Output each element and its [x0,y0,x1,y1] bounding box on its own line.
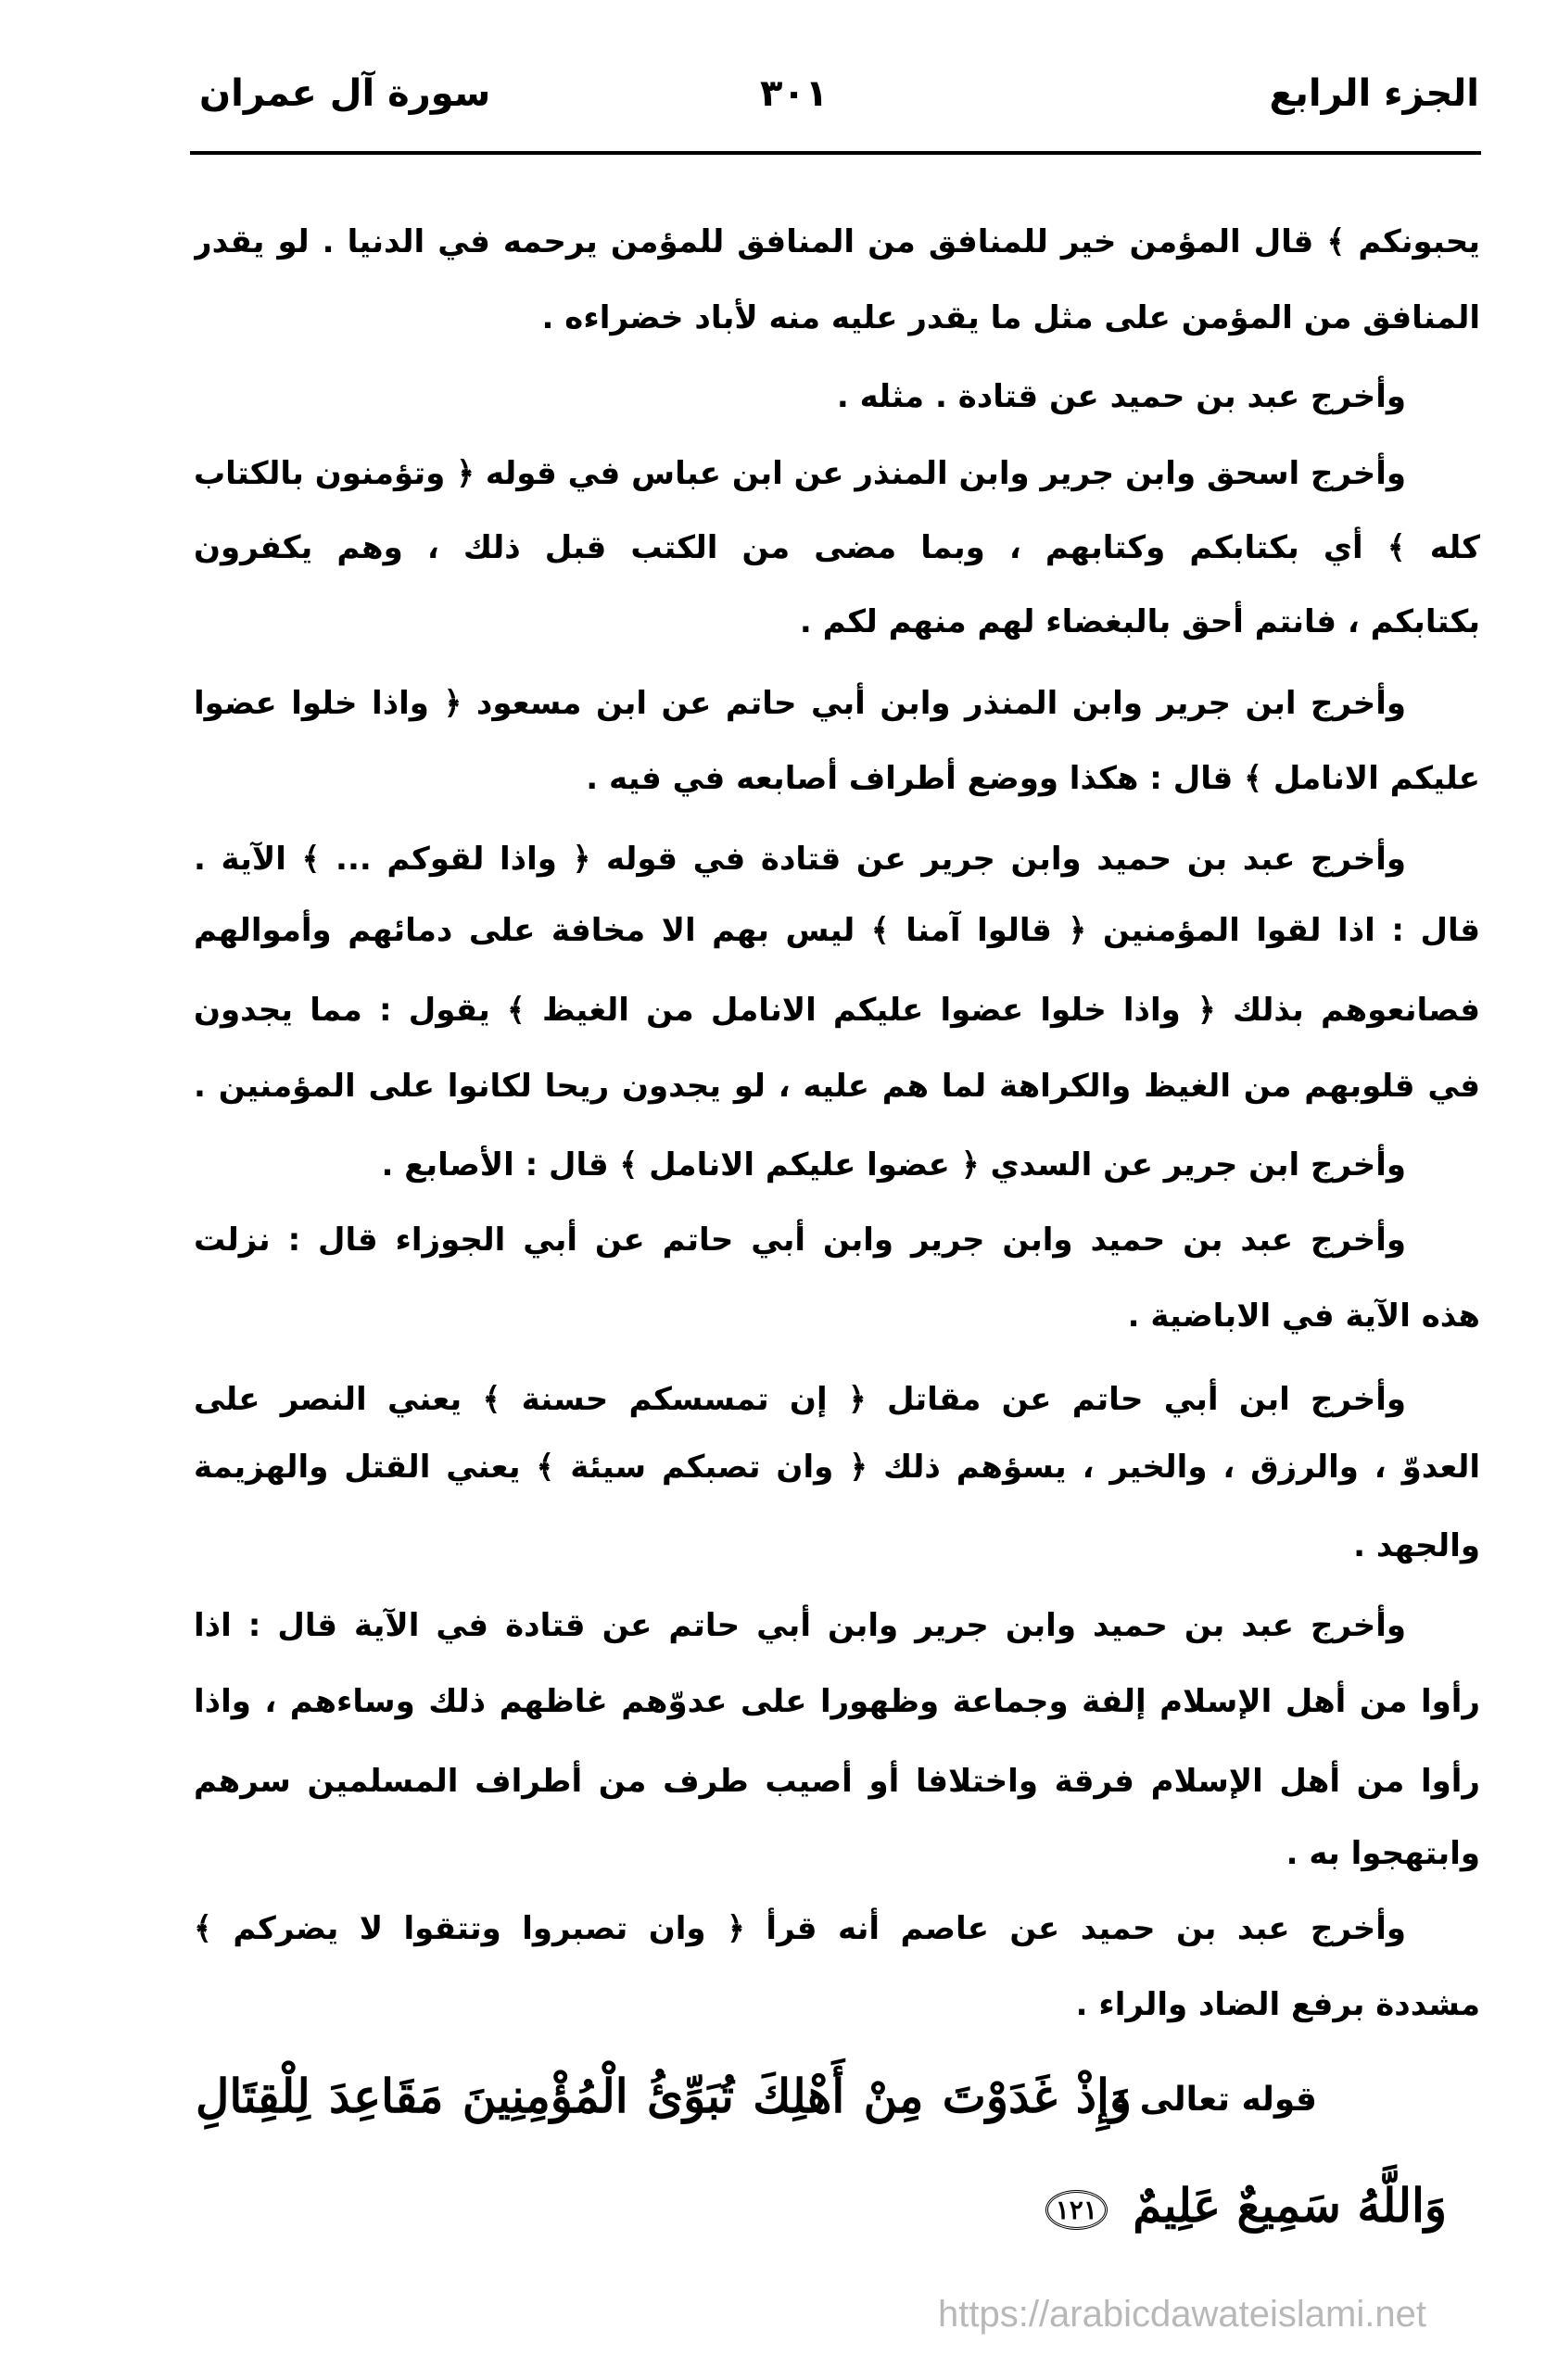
text-line: رأوا من أهل الإسلام فرقة واختلافا أو أصيب طرف من أطراف المسلمين سرهم [194,1763,1480,1800]
part-title: الجزء الرابع [1269,72,1479,115]
text-line: وأخرج عبد بن حميد وابن جرير وابن أبي حاتم عن أبي الجوزاء قال : نزلت [194,1222,1406,1259]
text-line: وأخرج ابن جرير عن السدي ﴿ عضوا عليكم الانامل ﴾ قال : الأصابع . [381,1146,1406,1184]
text-line: وأخرج عبد بن حميد عن قتادة . مثله . [836,378,1406,415]
text-line: وأخرج عبد بن حميد وابن جرير عن قتادة في قوله ﴿ واذا لقوكم ... ﴾ الآية . [194,841,1406,878]
watermark: https://arabicdawateislami.net [938,2294,1426,2335]
text-line: قال : اذا لقوا المؤمنين ﴿ قالوا آمنا ﴾ ليس بهم الا مخافة على دمائهم وأموالهم [194,912,1480,949]
page-number: ٣٠١ [760,72,829,115]
quran-verse-text: وَاللَّهُ سَمِيعٌ عَلِيمٌ [1133,2178,1447,2233]
text-line: بكتابكم ، فانتم أحق بالبغضاء لهم منهم لكم . [799,603,1480,640]
text-line: كله ﴾ أي بكتابكم وكتابهم ، وبما مضى من الكتب قبل ذلك ، وهم يكفرون [194,529,1480,566]
text-line: والجهد . [1353,1527,1480,1564]
text-line: وأخرج ابن جرير وابن المنذر وابن أبي حاتم عن ابن مسعود ﴿ واذا خلوا عضوا [194,685,1406,722]
text-line: العدوّ ، والرزق ، والخير ، يسؤهم ذلك ﴿ وان تصبكم سيئة ﴾ يعني القتل والهزيمة [194,1449,1480,1486]
verse-intro: قوله تعالى : [1114,2081,1317,2119]
text-line: عليكم الانامل ﴾ قال : هكذا ووضع أطراف أصابعه في فيه . [586,760,1480,797]
surah-title: سورة آل عمران [199,72,491,115]
text-line: فصانعوهم بذلك ﴿ واذا خلوا عضوا عليكم الانامل من الغيظ ﴾ يقول : مما يجدون [194,992,1480,1029]
quran-verse-line-2 [1045,2178,1447,2233]
text-line: المنافق من المؤمن على مثل ما يقدر عليه منه لأباد خضراءه . [541,299,1480,336]
text-line: مشددة برفع الضاد والراء . [1075,1986,1480,2023]
text-line: وأخرج عبد بن حميد عن عاصم أنه قرأ ﴿ وان تصبروا وتتقوا لا يضركم ﴾ [194,1910,1406,1947]
text-line: رأوا من أهل الإسلام إلفة وجماعة وظهورا على عدوّهم غاظهم ذلك وساءهم ، واذا [194,1683,1480,1720]
text-line: يحبونكم ﴾ قال المؤمن خير للمنافق من المنافق للمؤمن يرحمه في الدنيا . لو يقدر [194,223,1480,260]
text-line: وابتهجوا به . [1286,1835,1480,1872]
text-line: وأخرج اسحق وابن جرير وابن المنذر عن ابن عباس في قوله ﴿ وتؤمنون بالكتاب [194,455,1406,492]
header-divider [190,151,1481,155]
text-line: هذه الآية في الاباضية . [1127,1298,1480,1335]
text-line: في قلوبهم من الغيظ والكراهة لما هم عليه ، لو يجدون ريحا لكانوا على المؤمنين . [194,1068,1480,1105]
quran-verse-line-1: وَإِذْ غَدَوْتَ مِنْ أَهْلِكَ تُبَوِّئُ الْمُؤْمِنِينَ مَقَاعِدَ لِلْقِتَالِ [196,2069,1132,2123]
ayah-number-marker: ١٢١ [1045,2190,1108,2230]
text-line: وأخرج ابن أبي حاتم عن مقاتل ﴿ إن تمسسكم حسنة ﴾ يعني النصر على [194,1381,1406,1418]
text-line: وأخرج عبد بن حميد وابن جرير وابن أبي حاتم عن قتادة في الآية قال : اذا [194,1607,1406,1644]
